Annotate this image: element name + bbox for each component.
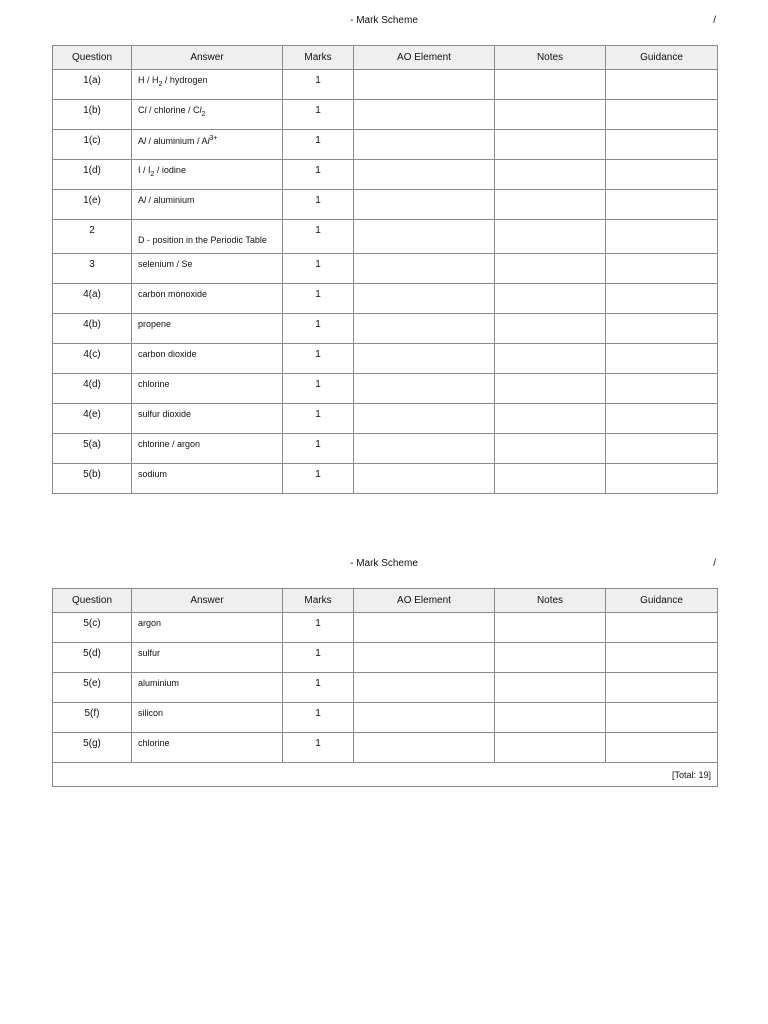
question-cell: 1(a) [53,70,132,100]
guidance-cell [606,190,718,220]
answer-cell: H / $H_2$ / hydrogen [132,70,283,100]
page-number-slash: / [713,15,716,26]
notes-cell [495,160,606,190]
column-header-ao-element: AO Element [354,46,495,70]
notes-cell [495,314,606,344]
question-cell: 4(d) [53,374,132,404]
total-row [53,763,718,787]
table-row [53,374,718,404]
ao-element-cell [354,613,495,643]
marks-cell: 1 [283,220,354,254]
ao-element-cell [354,643,495,673]
ao-element-cell [354,284,495,314]
table-row [53,613,718,643]
ao-element-cell [354,733,495,763]
column-header-marks: Marks [283,589,354,613]
page-header-2 [0,558,768,574]
ao-element-cell [354,374,495,404]
guidance-cell [606,464,718,494]
guidance-cell [606,733,718,763]
marks-cell: 1 [283,464,354,494]
question-cell: 3 [53,254,132,284]
guidance-cell [606,434,718,464]
marks-cell: 1 [283,703,354,733]
ao-element-cell [354,100,495,130]
guidance-cell [606,160,718,190]
column-header-answer: Answer [132,589,283,613]
marks-cell: 1 [283,70,354,100]
guidance-cell [606,70,718,100]
question-cell: 5(d) [53,643,132,673]
column-header-question: Question [53,589,132,613]
table-row [53,673,718,703]
guidance-cell [606,254,718,284]
guidance-cell [606,404,718,434]
table-row [53,643,718,673]
question-cell: 5(f) [53,703,132,733]
answer-cell: argon [132,613,283,643]
notes-cell [495,404,606,434]
table-row [53,130,718,160]
question-cell: 5(c) [53,613,132,643]
answer-cell: Al / aluminium [132,190,283,220]
answer-cell: Cl / chlorine / $Cl_2$ [132,100,283,130]
table-row [53,434,718,464]
notes-cell [495,613,606,643]
notes-cell [495,344,606,374]
marks-cell: 1 [283,673,354,703]
marks-cell: 1 [283,254,354,284]
table-row [53,70,718,100]
answer-cell: sulfur [132,643,283,673]
guidance-cell [606,100,718,130]
question-cell: 4(a) [53,284,132,314]
question-cell: 1(b) [53,100,132,130]
column-header-ao-element: AO Element [354,589,495,613]
column-header-guidance: Guidance [606,46,718,70]
answer-cell: chlorine [132,374,283,404]
notes-cell [495,190,606,220]
question-cell: 5(g) [53,733,132,763]
column-header-question: Question [53,46,132,70]
ao-element-cell [354,673,495,703]
table-header-row [53,589,718,613]
marks-cell: 1 [283,404,354,434]
answer-cell: selenium / Se [132,254,283,284]
notes-cell [495,374,606,404]
answer-cell: sulfur dioxide [132,404,283,434]
ao-element-cell [354,160,495,190]
notes-cell [495,464,606,494]
question-cell: 5(a) [53,434,132,464]
ao-element-cell [354,314,495,344]
guidance-cell [606,374,718,404]
answer-cell: chlorine / argon [132,434,283,464]
ao-element-cell [354,464,495,494]
mark-scheme-table-2 [52,588,718,787]
answer-cell: carbon dioxide [132,344,283,374]
table-row [53,190,718,220]
table-row [53,284,718,314]
answer-cell: carbon monoxide [132,284,283,314]
ao-element-cell [354,254,495,284]
guidance-cell [606,284,718,314]
table-row [53,100,718,130]
column-header-guidance: Guidance [606,589,718,613]
question-cell: 5(e) [53,673,132,703]
page-title: - Mark Scheme [350,15,418,26]
guidance-cell [606,673,718,703]
ao-element-cell [354,220,495,254]
column-header-marks: Marks [283,46,354,70]
question-cell: 2 [53,220,132,254]
question-cell: 4(c) [53,344,132,374]
question-cell: 1(e) [53,190,132,220]
notes-cell [495,703,606,733]
guidance-cell [606,314,718,344]
marks-cell: 1 [283,434,354,464]
guidance-cell [606,130,718,160]
notes-cell [495,70,606,100]
notes-cell [495,673,606,703]
guidance-cell [606,703,718,733]
guidance-cell [606,613,718,643]
table-row [53,220,718,254]
mark-scheme-table-1 [52,45,718,494]
notes-cell [495,733,606,763]
table-row [53,344,718,374]
column-header-answer: Answer [132,46,283,70]
ao-element-cell [354,703,495,733]
marks-cell: 1 [283,190,354,220]
guidance-cell [606,643,718,673]
answer-cell: aluminium [132,673,283,703]
total-marks: [Total: 19] [53,763,718,787]
table-row [53,314,718,344]
column-header-notes: Notes [495,589,606,613]
column-header-notes: Notes [495,46,606,70]
notes-cell [495,284,606,314]
marks-cell: 1 [283,130,354,160]
notes-cell [495,220,606,254]
marks-cell: 1 [283,284,354,314]
table-row [53,464,718,494]
marks-cell: 1 [283,100,354,130]
answer-cell: I / $I_2$ / iodine [132,160,283,190]
notes-cell [495,100,606,130]
table-row [53,404,718,434]
table-row [53,733,718,763]
ao-element-cell [354,344,495,374]
marks-cell: 1 [283,374,354,404]
ao-element-cell [354,70,495,100]
marks-cell: 1 [283,344,354,374]
ao-element-cell [354,404,495,434]
ao-element-cell [354,130,495,160]
marks-cell: 1 [283,643,354,673]
question-cell: 4(e) [53,404,132,434]
table-row [53,160,718,190]
question-cell: 5(b) [53,464,132,494]
answer-cell: propene [132,314,283,344]
table-row [53,703,718,733]
marks-cell: 1 [283,613,354,643]
answer-cell: chlorine [132,733,283,763]
page-title: - Mark Scheme [350,558,418,569]
marks-cell: 1 [283,733,354,763]
question-cell: 1(d) [53,160,132,190]
table-header-row [53,46,718,70]
answer-cell: Al / aluminium / $Al^{3+}$ [132,130,283,160]
guidance-cell [606,344,718,374]
answer-cell: silicon [132,703,283,733]
answer-cell: sodium [132,464,283,494]
notes-cell [495,254,606,284]
marks-cell: 1 [283,160,354,190]
notes-cell [495,130,606,160]
page-number-slash: / [713,558,716,569]
notes-cell [495,434,606,464]
notes-cell [495,643,606,673]
marks-cell: 1 [283,314,354,344]
question-cell: 4(b) [53,314,132,344]
table-row [53,254,718,284]
ao-element-cell [354,190,495,220]
question-cell: 1(c) [53,130,132,160]
page-header-1 [0,15,768,31]
answer-cell: D - position in the Periodic Table [132,220,283,254]
ao-element-cell [354,434,495,464]
guidance-cell [606,220,718,254]
